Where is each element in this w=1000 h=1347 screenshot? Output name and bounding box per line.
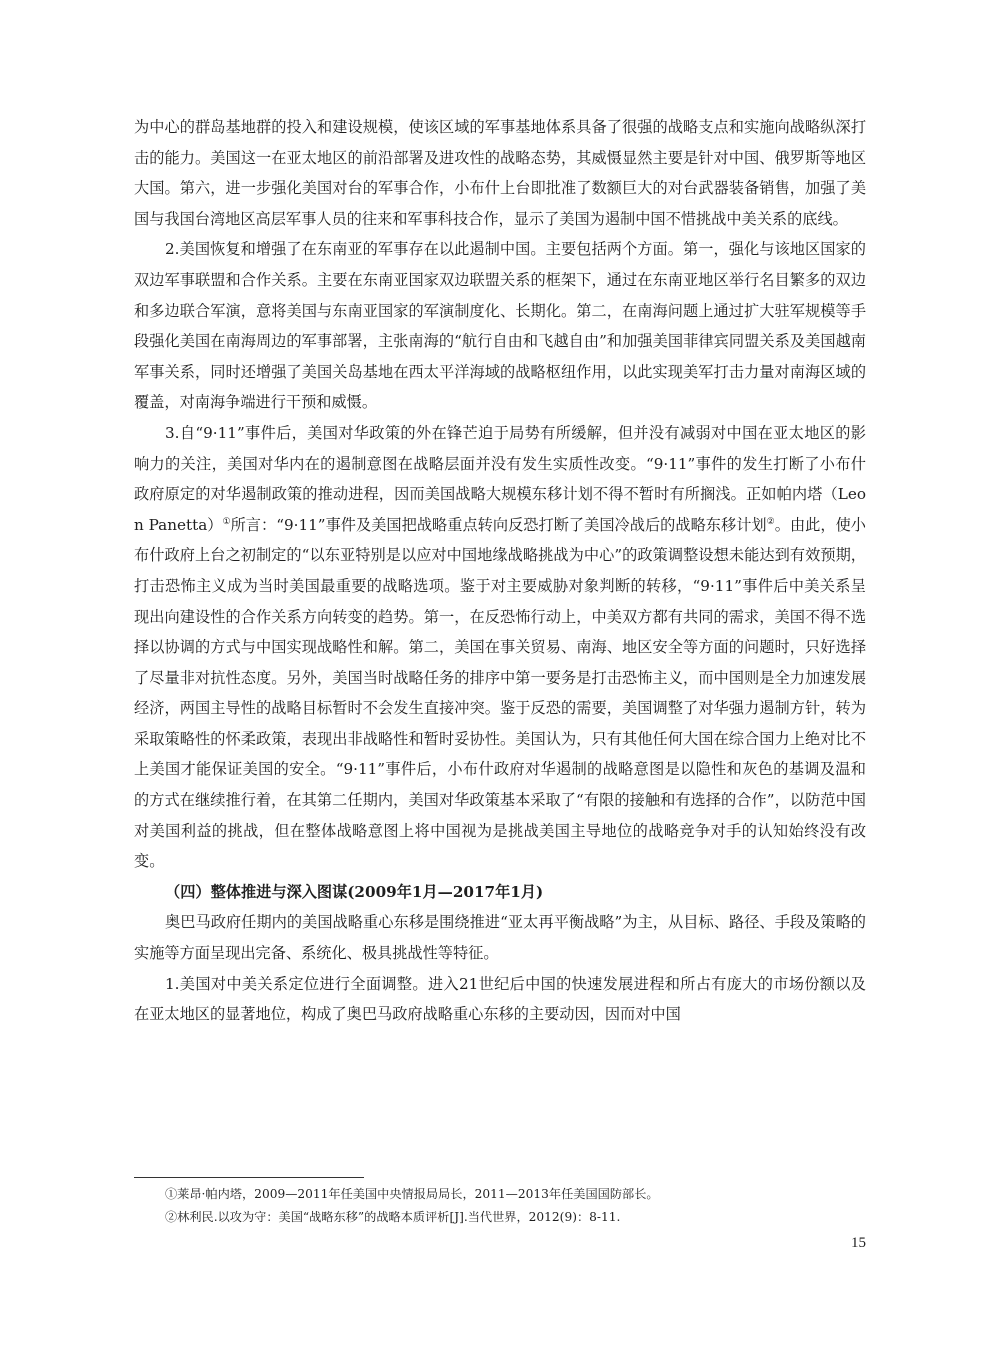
paragraph-relations-adjustment: 1.美国对中美关系定位进行全面调整。进入21世纪后中国的快速发展进程和所占有庞大的市场份额以及在亚太地区的显著地位，构成了奥巴马政府战略重心东移的主要动因，因而对中国 xyxy=(134,974,866,1024)
section-heading: （四）整体推进与深入图谋(2009年1月—2017年1月) xyxy=(165,882,544,901)
paragraph-9-11-part-b: 所言：“9·11”事件及美国把战略重点转向反恐打断了美国冷战后的战略东移计划 xyxy=(230,515,767,534)
footnote-2: ②林利民.以攻为守：美国“战略东移”的战略本质评析[J].当代世界，2012(9)：8-11. xyxy=(165,1210,621,1224)
footnotes xyxy=(165,1183,865,1229)
paragraph-9-11-part-c: 。由此，使小布什政府上台之初制定的“以东亚特别是以应对中国地缘战略挑战为中心”的政策调整设想未能达到有效预期，打击恐怖主义成为当时美国最重要的战略选项。鉴于对主要威胁对象判断的转移，“9·11”事件后中美关系呈现出向建设性的合作关系方向转变的趋势。第一，在反恐怖行动上，中美双方都有共同的需求，美国不得不选择以协调的方式与中国实现战略性和解。第二，美国在事关贸易、南海、地区安全等方面的问题时，只好选择了尽量非对抗性态度。另外，美国当时战略任务的排序中第一要务是打击恐怖主义，而中国则是全力加速发展经济，两国主导性的战略目标暂时不会发生直接冲突。鉴于反恐的需要，美国调整了对华强力遏制方针，转为采取策略性的怀柔政策，表现出非战略性和暂时妥协性。美国认为，只有其他任何大国在综合国力上绝对比不上美国才能保证美国的安全。“9·11”事件后，小布什政府对华遏制的战略意图是以隐性和灰色的基调及温和的方式在继续推行着，在其第二任期内，美国对华政策基本采取了“有限的接触和有选择的合作”，以防范中国对美国利益的挑战，但在整体战略意图上将中国视为是挑战美国主导地位的战略竞争对手的认知始终没有改变。 xyxy=(134,515,866,871)
footnote-divider xyxy=(134,1177,364,1178)
paragraph-9-11 xyxy=(134,418,866,877)
paragraph-obama: 奥巴马政府任期内的美国战略重心东移是围绕推进“亚太再平衡战略”为主，从目标、路径、手段及策略的实施等方面呈现出完备、系统化、极具挑战性等特征。 xyxy=(134,913,866,963)
page-number: 15 xyxy=(851,1235,866,1251)
paragraph-9-11-part-a: 3.自“9·11”事件后，美国对华政策的外在锋芒迫于局势有所缓解，但并没有减弱对中国在亚太地区的影响力的关注，美国对华内在的遏制意图在战略层面并没有发生实质性改变。“9·11”事件的发生打断了小布什政府原定的对华遏制政策的推动进程，因而美国战略大规模东移计划不得不暂时有所搁浅。正如帕内塔（Leon Panetta） xyxy=(134,423,866,534)
footnote-ref-1: ① xyxy=(222,516,231,527)
main-text xyxy=(134,112,866,1030)
paragraph-southeast-asia: 2.美国恢复和增强了在东南亚的军事存在以此遏制中国。主要包括两个方面。第一，强化与该地区国家的双边军事联盟和合作关系。主要在东南亚国家双边联盟关系的框架下，通过在东南亚地区举行名目繁多的双边和多边联合军演，意将美国与东南亚国家的军演制度化、长期化。第二，在南海问题上通过扩大驻军规模等手段强化美国在南海周边的军事部署，主张南海的“航行自由和飞越自由”和加强美国菲律宾同盟关系及美国越南军事关系，同时还增强了美国关岛基地在西太平洋海域的战略枢纽作用，以此实现美军打击力量对南海区域的覆盖，对南海争端进行干预和威慑。 xyxy=(134,240,866,412)
paragraph-continuation: 为中心的群岛基地群的投入和建设规模，使该区域的军事基地体系具备了很强的战略支点和实施向战略纵深打击的能力。美国这一在亚太地区的前沿部署及进攻性的战略态势，其威慑显然主要是针对中国、俄罗斯等地区大国。第六，进一步强化美国对台的军事合作，小布什上台即批准了数额巨大的对台武器装备销售，加强了美国与我国台湾地区高层军事人员的往来和军事科技合作，显示了美国为遏制中国不惜挑战中美关系的底线。 xyxy=(134,118,866,228)
footnote-1: ①莱昂·帕内塔，2009—2011年任美国中央情报局局长，2011—2013年任美国国防部长。 xyxy=(165,1187,659,1201)
footnote-ref-2: ② xyxy=(766,516,775,527)
